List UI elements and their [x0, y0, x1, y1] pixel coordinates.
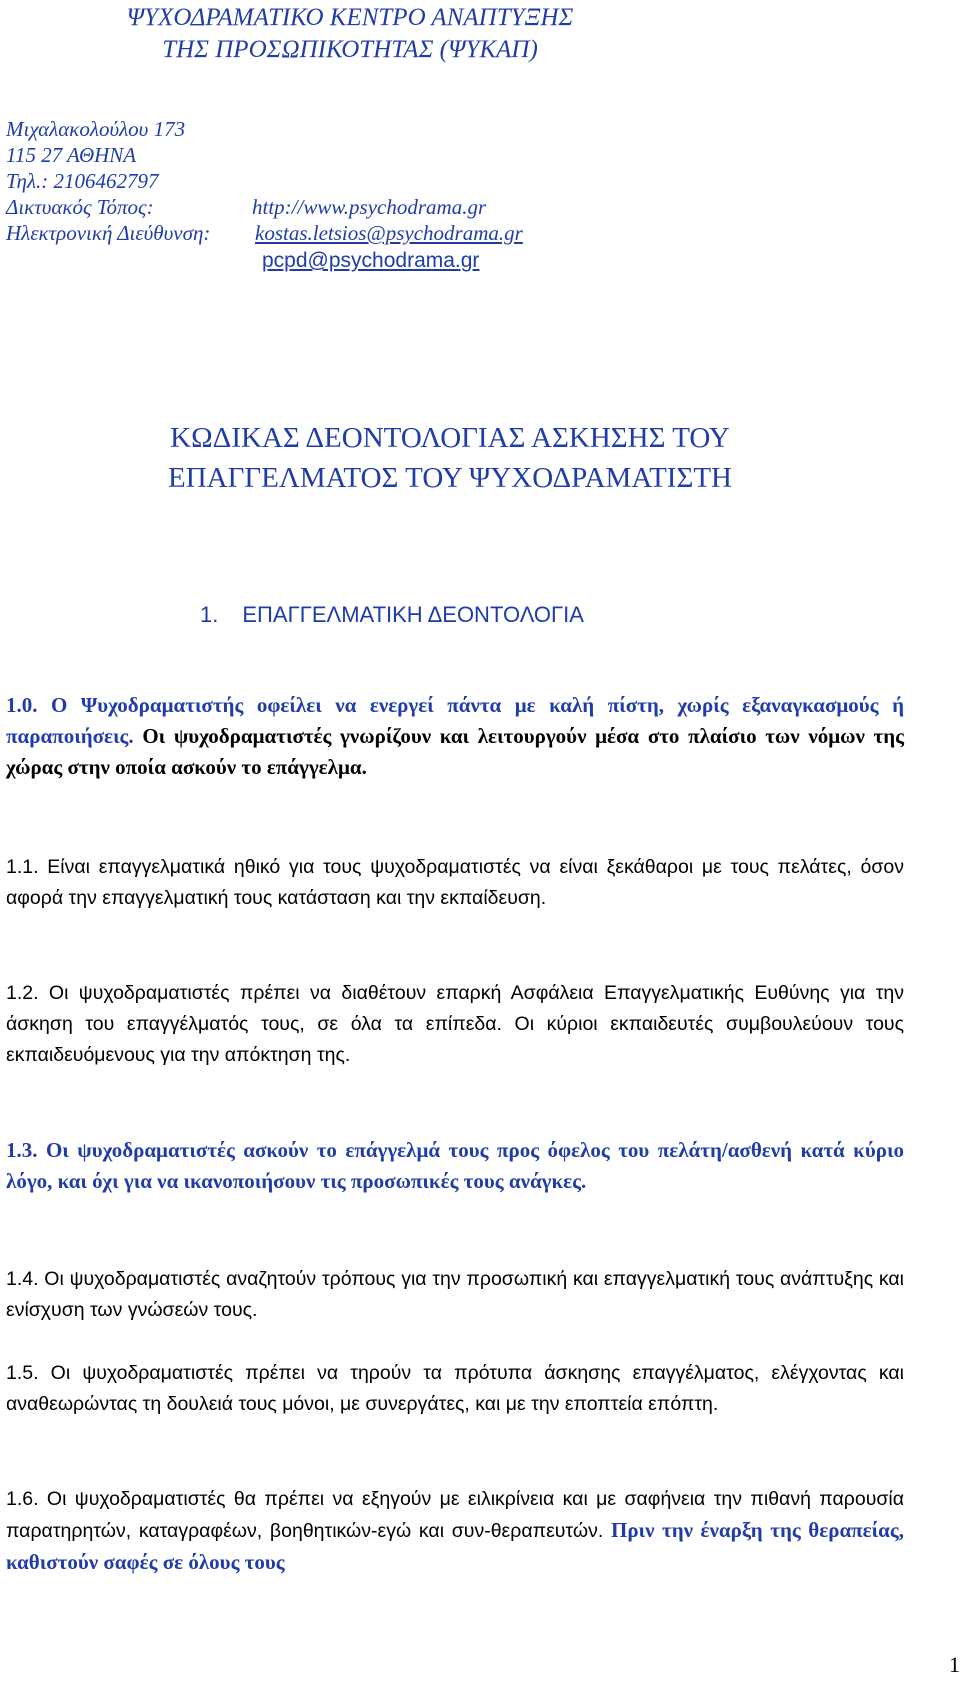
paragraph-1-5: 1.5. Οι ψυχοδραματιστές πρέπει να τηρούν τα πρότυπα άσκησης επαγγέλματος, ελέγχοντας και αναθεωρώντας τη δουλειά τους μόνοι, με συνεργάτες, και με την εποπτεία επόπτη. — [6, 1362, 904, 1415]
paragraph-1-4: 1.4. Οι ψυχοδραματιστές αναζητούν τρόπους για την προσωπική και επαγγελματική τους ανάπτυξης και ενίσχυση των γνώσεών τους. — [6, 1268, 904, 1321]
website-link[interactable]: http://www.psychodrama.gr — [252, 195, 487, 219]
paragraph-1-0-part-a: 1.0. Ο Ψυχοδραματιστής οφείλει να ενεργεί πάντα με καλή πίστη, χωρίς εξαναγκασμούς ή παραποιήσεις. — [6, 693, 904, 748]
organization-name-line-2: ΤΗΣ ΠΡΟΣΩΠΙΚΟΤΗΤΑΣ (ΨΥΚΑΠ) — [162, 36, 538, 63]
section-heading-text: ΕΠΑΓΓΕΛΜΑΤΙΚΗ ΔΕΟΝΤΟΛΟΓΙΑ — [242, 602, 584, 627]
paragraph-1-0 — [6, 690, 904, 783]
document-title-line-2: ΕΠΑΓΓΕΛΜΑΤΟΣ ΤΟΥ ΨΥΧΟΔΡΑΜΑΤΙΣΤΗ — [168, 462, 732, 494]
page-number: 1 — [949, 1652, 960, 1677]
paragraph-1-6-part-a: 1.6. Οι ψυχοδραματιστές θα πρέπει να εξηγούν με ειλικρίνεια και με σαφήνεια την πιθανή παρουσία παρατηρητών, καταγραφέων, βοηθητικών-εγώ και συν-θεραπευτών. — [6, 1488, 904, 1542]
email-link-2[interactable]: pcpd@psychodrama.gr — [262, 249, 480, 272]
address-street: Μιχαλακολούλου 173 — [6, 117, 186, 141]
paragraph-1-6 — [6, 1484, 904, 1579]
paragraph-1-2: 1.2. Οι ψυχοδραματιστές πρέπει να διαθέτουν επαρκή Ασφάλεια Επαγγελματικής Ευθύνης για την άσκηση του επαγγέλματός τους, σε όλα τα επίπεδα. Οι κύριοι εκπαιδευτές συμβουλεύουν τους εκπαιδευόμενους για την απόκτηση της. — [6, 982, 904, 1066]
paragraph-1-0-part-b: Οι ψυχοδραματιστές γνωρίζουν και λειτουργούν μέσα στο πλαίσιο των νόμων της χώρας στην οποία ασκούν το επάγγελμα. — [6, 724, 904, 779]
paragraph-1-1: 1.1. Είναι επαγγελματικά ηθικό για τους ψυχοδραματιστές να είναι ξεκάθαροι με τους πελάτες, όσον αφορά την επαγγελματική τους κατάσταση και την εκπαίδευση. — [6, 856, 904, 909]
document-title-line-1: ΚΩΔΙΚΑΣ ΔΕΟΝΤΟΛΟΓΙΑΣ ΑΣΚΗΣΗΣ ΤΟΥ — [170, 422, 730, 454]
phone-number: Τηλ.: 2106462797 — [6, 169, 159, 193]
section-heading — [200, 601, 584, 629]
email-link-1[interactable]: kostas.letsios@psychodrama.gr — [255, 221, 523, 245]
organization-name-line-1: ΨΥΧΟΔΡΑΜΑΤΙΚΟ ΚΕΝΤΡΟ ΑΝΑΠΤΥΞΗΣ — [126, 4, 574, 31]
paragraph-1-6-part-b: Πριν την έναρξη της θεραπείας, καθιστούν σαφές σε όλους τους — [6, 1518, 904, 1574]
paragraph-1-3: 1.3. Οι ψυχοδραματιστές ασκούν το επάγγελμά τους προς όφελος του πελάτη/ασθενή κατά κύριο λόγο, και όχι για να ικανοποιήσουν τις προσωπικές τους ανάγκες. — [6, 1138, 904, 1193]
website-label: Δικτυακός Τόπος: — [6, 195, 154, 219]
section-number: 1. — [200, 602, 219, 627]
email-label: Ηλεκτρονική Διεύθυνση: — [6, 221, 211, 245]
address-city: 115 27 ΑΘΗΝΑ — [6, 143, 137, 167]
